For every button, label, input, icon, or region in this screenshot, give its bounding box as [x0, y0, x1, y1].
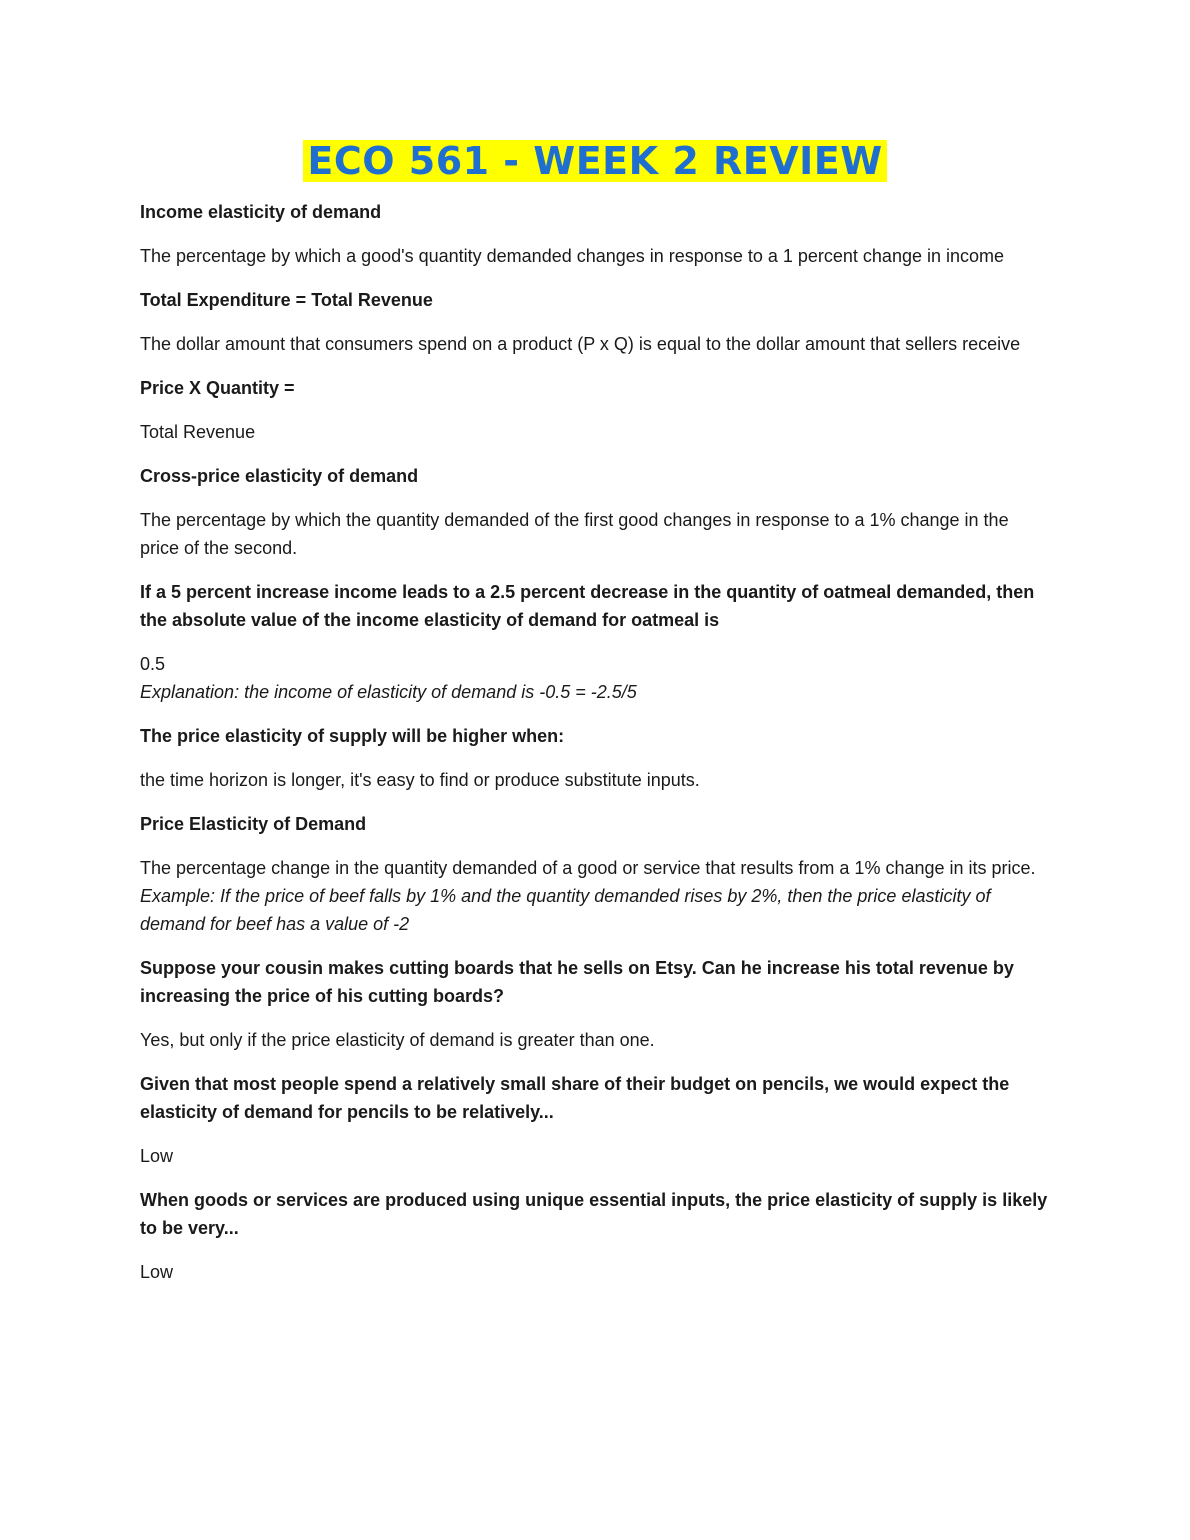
answer: The percentage change in the quantity demanded of a good or service that results from a 1% change in its price.: [140, 858, 1036, 878]
question: When goods or services are produced using unique essential inputs, the price elasticity of supply is likely to be very...: [140, 1190, 1048, 1238]
question: Suppose your cousin makes cutting boards that he sells on Etsy. Can he increase his total revenue by increasing the price of his cutting boards?: [140, 958, 1014, 1006]
explanation-note: Explanation: the income of elasticity of demand is -0.5 = -2.5/5: [140, 682, 637, 702]
question: The price elasticity of supply will be higher when:: [140, 726, 565, 746]
review-content: [140, 198, 1050, 1302]
title-container: [0, 140, 1190, 182]
page-title: ECO 561 - WEEK 2 REVIEW: [303, 140, 886, 182]
question: Price X Quantity =: [140, 378, 295, 398]
answer: The percentage by which a good's quantity demanded changes in response to a 1 percent change in income: [140, 246, 1005, 266]
answer: the time horizon is longer, it's easy to find or produce substitute inputs.: [140, 770, 700, 790]
answer: The dollar amount that consumers spend on a product (P x Q) is equal to the dollar amount that sellers receive: [140, 334, 1021, 354]
answer: 0.5: [140, 654, 166, 674]
question: If a 5 percent increase income leads to a 2.5 percent decrease in the quantity of oatmeal demanded, then the absolute value of the income elasticity of demand for oatmeal is: [140, 582, 1035, 630]
answer-block: [140, 854, 1050, 938]
answer-block: [140, 650, 1050, 706]
example-note: Example: If the price of beef falls by 1% and the quantity demanded rises by 2%, then the price elasticity of demand for beef has a value of -2: [140, 886, 991, 934]
question: Given that most people spend a relatively small share of their budget on pencils, we would expect the elasticity of demand for pencils to be relatively...: [140, 1074, 1010, 1122]
answer: Low: [140, 1146, 174, 1166]
question: Income elasticity of demand: [140, 202, 382, 222]
question: Price Elasticity of Demand: [140, 814, 367, 834]
answer: Total Revenue: [140, 422, 256, 442]
answer: The percentage by which the quantity demanded of the first good changes in response to a 1% change in the price of the second.: [140, 510, 1009, 558]
question: Cross-price elasticity of demand: [140, 466, 419, 486]
answer: Yes, but only if the price elasticity of demand is greater than one.: [140, 1030, 655, 1050]
question: Total Expenditure = Total Revenue: [140, 290, 433, 310]
answer: Low: [140, 1262, 174, 1282]
